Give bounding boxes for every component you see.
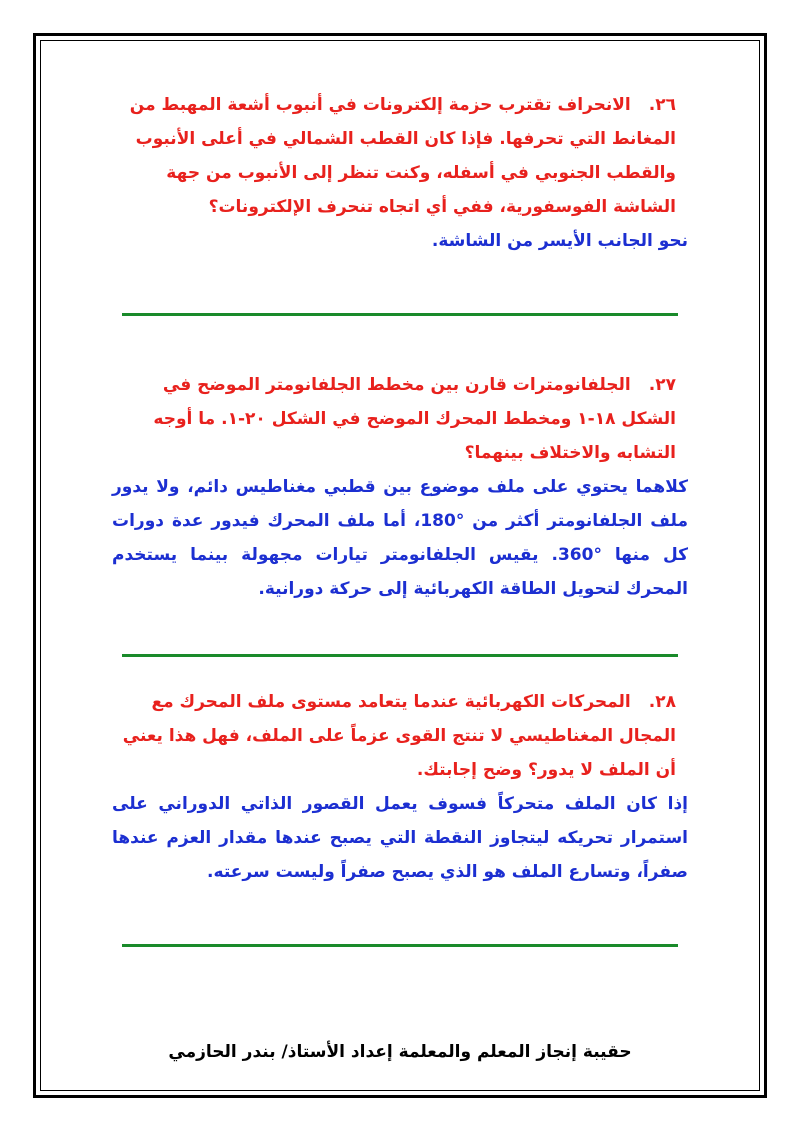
footer-credit: حقيبة إنجاز المعلم والمعلمة إعداد الأستاذ/ بندر الحازمي [168,1042,632,1062]
question-text: الجلفانومترات قارن بين مخطط الجلفانومتر الموضح في الشكل ١٨-١ ومخطط المحرك الموضح في الشكل ٢٠-١. ما أوجه التشابه والاختلاف بينهما؟ [153,375,676,463]
question-28 [112,685,688,787]
answer-27: كلاهما يحتوي على ملف موضوع بين قطبي مغناطيس دائم، ولا يدور ملف الجلفانومتر أكثر من °180، أما ملف المحرك فيدور عدة دورات كل منها °360. يقيس الجلفانومتر تيارات مجهولة بينما يستخدم المحرك لتحويل الطاقة الكهربائية إلى حركة دورانية. [112,477,689,599]
question-27 [112,368,688,470]
question-text: المحركات الكهربائية عندما يتعامد مستوى ملف المحرك مع المجال المغناطيسي لا تنتج القوى عزماً على الملف، فهل هذا يعني أن الملف لا يدور؟ وضح إجابتك. [122,692,676,780]
page-content [112,88,688,947]
answer-26: نحو الجانب الأيسر من الشاشة. [431,231,688,251]
question-block-27 [112,368,688,606]
question-block-26 [112,88,688,258]
question-26 [112,88,688,224]
question-block-28 [112,685,688,889]
section-divider [122,944,678,947]
question-text: الانحراف تقترب حزمة إلكترونات في أنبوب أشعة المهبط من المغانط التي تحرفها. فإذا كان القطب الشمالي في أعلى الأنبوب والقطب الجنوبي في أسفله، وكنت تنظر إلى الأنبوب من جهة الشاشة الفوسفورية، ففي أي اتجاه تنحرف الإلكترونات؟ [129,95,676,217]
question-number: ٢٧. [648,375,676,395]
answer-28: إذا كان الملف متحركاً فسوف يعمل القصور الذاتي الدوراني على استمرار تحريكه ليتجاوز النقطة التي يصبح عندها مقدار العزم عندها صفراً، وتسارع الملف هو الذي يصبح صفراً وليست سرعته. [112,794,688,882]
question-number: ٢٨. [648,692,676,712]
question-number: ٢٦. [648,95,676,115]
